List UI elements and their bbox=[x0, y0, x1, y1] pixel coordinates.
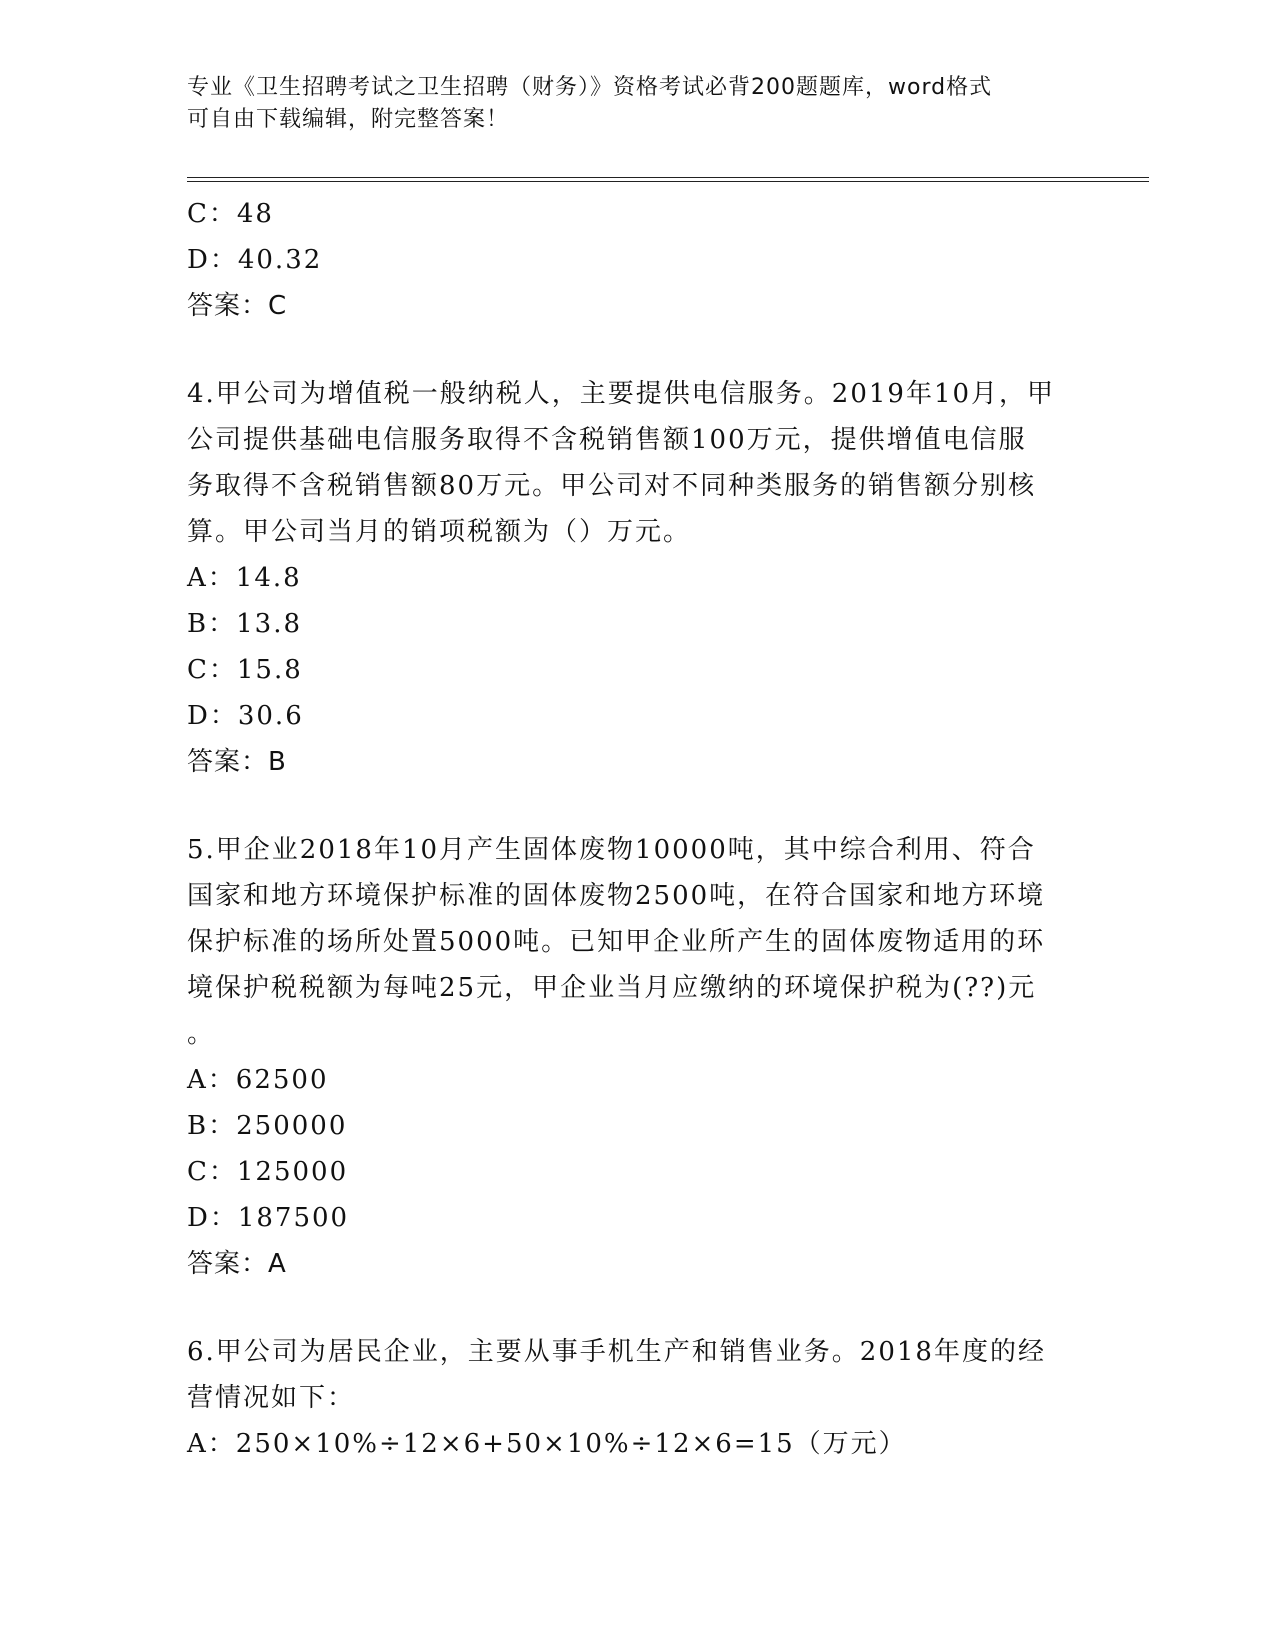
question-6 bbox=[187, 1329, 1087, 1467]
header-divider-top bbox=[187, 177, 1149, 178]
header-title-line-2: 可自由下载编辑，附完整答案！ bbox=[187, 107, 510, 132]
q3-option-d: D：40.32 bbox=[187, 245, 323, 275]
q5-option-c: C：125000 bbox=[187, 1157, 349, 1187]
question-4 bbox=[187, 371, 1087, 785]
spacer bbox=[187, 1287, 1087, 1329]
spacer bbox=[187, 329, 1087, 371]
q5-text-line: 5.甲企业2018年10月产生固体废物10000吨，其中综合利用、符合 bbox=[187, 835, 1036, 865]
question-5 bbox=[187, 827, 1087, 1287]
q5-text-line: 境保护税税额为每吨25元，甲企业当月应缴纳的环境保护税为(??)元 bbox=[187, 973, 1037, 1003]
q4-text-line: 务取得不含税销售额80万元。甲公司对不同种类服务的销售额分别核 bbox=[187, 471, 1037, 501]
q4-text-line: 算。甲公司当月的销项税额为（）万元。 bbox=[187, 517, 692, 547]
q5-text-line: 国家和地方环境保护标准的固体废物2500吨，在符合国家和地方环境 bbox=[187, 881, 1046, 911]
header-title-line-1: 专业《卫生招聘考试之卫生招聘（财务）》资格考试必背200题题库，word格式 bbox=[187, 75, 993, 100]
question-content bbox=[187, 191, 1087, 1467]
spacer bbox=[187, 785, 1087, 827]
q5-option-b: B：250000 bbox=[187, 1111, 348, 1141]
q4-option-a: A：14.8 bbox=[187, 563, 302, 593]
q6-text-line: 营情况如下： bbox=[187, 1383, 356, 1413]
q5-text-line: 。 bbox=[187, 1019, 216, 1049]
q5-answer: 答案：A bbox=[187, 1249, 287, 1279]
q4-text-line: 4.甲公司为增值税一般纳税人，主要提供电信服务。2019年10月，甲 bbox=[187, 379, 1056, 409]
q5-option-a: A：62500 bbox=[187, 1065, 329, 1095]
q5-option-d: D：187500 bbox=[187, 1203, 350, 1233]
q4-text-line: 公司提供基础电信服务取得不含税销售额100万元，提供增值电信服 bbox=[187, 425, 1027, 455]
document-header bbox=[187, 72, 1067, 136]
q5-text-line: 保护标准的场所处置5000吨。已知甲企业所产生的固体废物适用的环 bbox=[187, 927, 1046, 957]
q4-option-b: B：13.8 bbox=[187, 609, 302, 639]
q3-answer: 答案：C bbox=[187, 291, 288, 321]
q3-option-c: C：48 bbox=[187, 199, 274, 229]
q4-option-d: D：30.6 bbox=[187, 701, 304, 731]
q4-answer: 答案：B bbox=[187, 747, 287, 777]
q6-option-a: A：250×10%÷12×6+50×10%÷12×6=15（万元） bbox=[187, 1429, 907, 1459]
q4-option-c: C：15.8 bbox=[187, 655, 303, 685]
q6-text-line: 6.甲公司为居民企业，主要从事手机生产和销售业务。2018年度的经 bbox=[187, 1337, 1046, 1367]
header-divider-bottom bbox=[187, 181, 1149, 182]
